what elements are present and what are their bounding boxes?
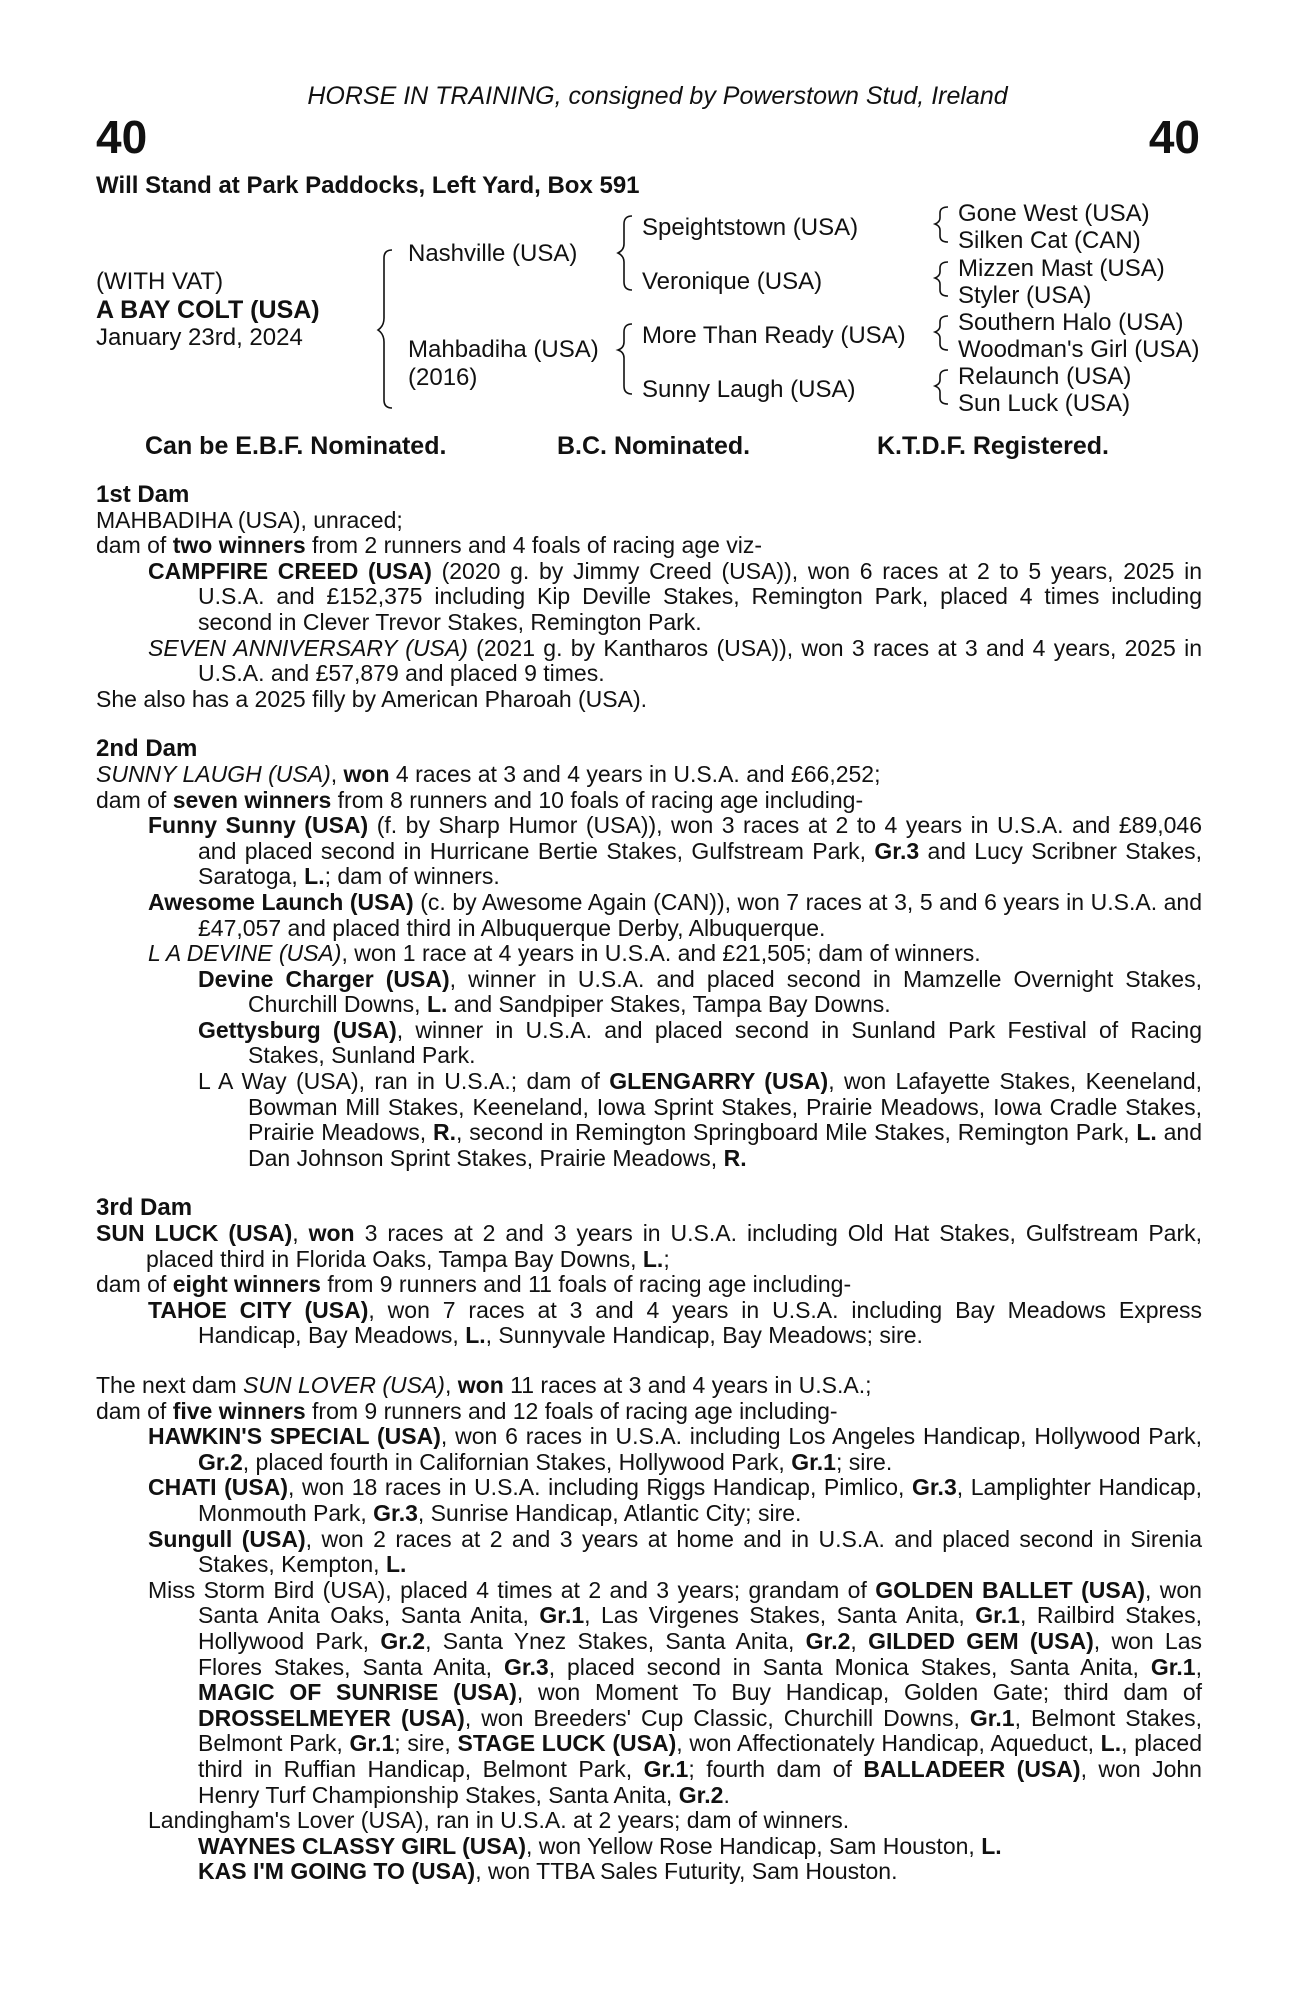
box-location: Will Stand at Park Paddocks, Left Yard, Box 591 bbox=[96, 172, 640, 199]
horse-name: SUNNY LAUGH (USA) bbox=[96, 760, 331, 787]
winners-count: two winners bbox=[172, 532, 306, 559]
text: , won 1 race at 4 years in U.S.A. and £21,505; dam of winners. bbox=[341, 940, 981, 967]
text: ; sire, bbox=[394, 1730, 458, 1757]
grade: Gr.2 bbox=[380, 1627, 426, 1654]
text: , won Affectionately Handicap, Aqueduct, bbox=[676, 1730, 1101, 1757]
won: won bbox=[457, 1372, 504, 1398]
text: , winner in U.S.A. and placed second in Sunland Park Festival of Racing Stakes, Sunland Park. bbox=[248, 1016, 1203, 1069]
horse-name: STAGE LUCK (USA) bbox=[457, 1730, 677, 1757]
pedigree-gen3-0: Speightstown (USA) bbox=[642, 214, 859, 241]
horse-name: MAGIC OF SUNRISE (USA) bbox=[198, 1679, 517, 1706]
text: , Las Virgenes Stakes, Santa Anita, bbox=[584, 1602, 976, 1629]
horse-name: WAYNES CLASSY GIRL (USA) bbox=[198, 1832, 527, 1859]
grade: Gr.3 bbox=[874, 837, 920, 864]
pedigree-gen4-4: Southern Halo (USA) bbox=[958, 309, 1184, 336]
next-entry-miss-storm-bird bbox=[96, 1578, 1202, 1808]
listed: L. bbox=[304, 863, 325, 890]
text: , won 7 races at 3 and 4 years in U.S.A. including Bay Meadows Express Handicap, Bay Meadows, bbox=[198, 1296, 1202, 1349]
grade: Gr.1 bbox=[349, 1730, 395, 1757]
listed: L. bbox=[981, 1832, 1002, 1859]
nomination-ebf: Can be E.B.F. Nominated. bbox=[145, 432, 447, 460]
text: , bbox=[330, 760, 344, 787]
grade: Gr.3 bbox=[373, 1499, 418, 1526]
text: from 8 runners and 10 foals of racing age including- bbox=[331, 786, 864, 813]
dam1-last: She also has a 2025 filly by American Pharoah (USA). bbox=[96, 685, 648, 712]
horse-name: GOLDEN BALLET (USA) bbox=[875, 1576, 1145, 1603]
horse-name: SUN LOVER (USA) bbox=[243, 1372, 445, 1398]
lot-number-left: 40 bbox=[96, 111, 148, 163]
text: ; fourth dam of bbox=[688, 1755, 864, 1782]
grade: Gr.2 bbox=[198, 1448, 243, 1475]
catalogue-body bbox=[96, 482, 1202, 1885]
text: , Belmont Stakes, Belmont Park, bbox=[198, 1704, 1202, 1757]
text: dam of bbox=[96, 786, 173, 813]
pedigree-sire: Nashville (USA) bbox=[408, 240, 578, 267]
horse-name: L A DEVINE (USA) bbox=[148, 940, 342, 967]
horse-name: TAHOE CITY (USA) bbox=[148, 1296, 369, 1323]
restricted: R. bbox=[723, 1144, 747, 1171]
horse-name: HAWKIN'S SPECIAL (USA) bbox=[148, 1423, 441, 1450]
dam1-entry-seven bbox=[96, 636, 1202, 687]
won: won bbox=[343, 760, 390, 787]
text: and Dan Johnson Sprint Stakes, Prairie Meadows, bbox=[248, 1119, 1202, 1171]
dam3-line1 bbox=[96, 1221, 1202, 1272]
pedigree-dam-year: (2016) bbox=[408, 364, 478, 391]
text: (2020 g. by Jimmy Creed (USA)), won 6 races at 2 to 5 years, 2025 in U.S.A. and £152,375 including Kip Deville Stakes, Remington Park, placed 4 times including second in Clever Trevor Stakes, Remington Park. bbox=[198, 557, 1202, 635]
text: , won Santa Anita Oaks, Santa Anita, bbox=[198, 1576, 1202, 1629]
text: (c. by Awesome Again (CAN)), won 7 races at 3, 5 and 6 years in U.S.A. and £47,057 and placed third in Albuquerque Derby, Albuquerque. bbox=[198, 888, 1202, 941]
text: , Santa Ynez Stakes, Santa Anita, bbox=[425, 1627, 806, 1654]
text: , bbox=[292, 1220, 309, 1247]
text: , Lamplighter Handicap, Monmouth Park, bbox=[198, 1474, 1202, 1526]
grade: Gr.3 bbox=[503, 1653, 549, 1680]
pedigree-vat: (WITH VAT) bbox=[96, 268, 224, 295]
dam2-heading: 2nd Dam bbox=[96, 735, 198, 763]
text: , bbox=[1195, 1653, 1202, 1680]
grade: Gr.1 bbox=[1150, 1653, 1196, 1680]
pedigree-gen4-2: Mizzen Mast (USA) bbox=[958, 255, 1165, 282]
horse-name: BALLADEER (USA) bbox=[863, 1755, 1081, 1782]
text: , Railbird Stakes, Hollywood Park, bbox=[198, 1602, 1202, 1654]
horse-name: Devine Charger (USA) bbox=[198, 965, 450, 992]
pedigree-gen3-1: Veronique (USA) bbox=[642, 268, 823, 295]
text: , placed second in Santa Monica Stakes, Santa Anita, bbox=[548, 1653, 1151, 1680]
text: (f. by Sharp Humor (USA)), won 3 races at 2 to 4 years in U.S.A. and £89,046 and placed second in Hurricane Bertie Stakes, Gulfstream Park, bbox=[198, 812, 1202, 864]
pedigree-gen4-3: Styler (USA) bbox=[958, 282, 1092, 309]
listed: L. bbox=[385, 1551, 407, 1578]
text: dam of bbox=[96, 1397, 173, 1424]
pedigree-gen4-0: Gone West (USA) bbox=[958, 200, 1150, 227]
text: from 9 runners and 11 foals of racing age including- bbox=[320, 1271, 852, 1298]
listed: L. bbox=[1136, 1119, 1157, 1146]
dam2-entry-la-devine bbox=[96, 941, 1202, 967]
pedigree-gen4-7: Sun Luck (USA) bbox=[958, 390, 1131, 417]
text: The next dam bbox=[96, 1372, 244, 1398]
horse-name: SUN LUCK (USA) bbox=[96, 1220, 293, 1247]
text: , bbox=[850, 1627, 869, 1654]
horse-name: Gettysburg (USA) bbox=[198, 1016, 397, 1043]
text: , placed fourth in Californian Stakes, Hollywood Park, bbox=[242, 1448, 792, 1475]
text: dam of bbox=[96, 532, 173, 559]
listed: L. bbox=[465, 1322, 486, 1349]
horse-name: GLENGARRY (USA) bbox=[609, 1068, 829, 1095]
horse-name: SEVEN ANNIVERSARY (USA) bbox=[148, 634, 468, 661]
next-entry-waynes bbox=[96, 1834, 1202, 1860]
text: Miss Storm Bird (USA), placed 4 times at 2 and 3 years; grandam of bbox=[148, 1576, 876, 1603]
text: and Sandpiper Stakes, Tampa Bay Downs. bbox=[447, 991, 891, 1018]
pedigree-gen3-2: More Than Ready (USA) bbox=[642, 322, 906, 349]
listed: L. bbox=[1100, 1730, 1122, 1757]
horse-name: KAS I'M GOING TO (USA) bbox=[198, 1858, 476, 1885]
text: from 9 runners and 12 foals of racing age including- bbox=[305, 1397, 838, 1424]
restricted: R. bbox=[432, 1119, 456, 1146]
text: , won TTBA Sales Futurity, Sam Houston. bbox=[475, 1858, 898, 1885]
winners-count: seven winners bbox=[172, 786, 332, 813]
nomination-ktdf: K.T.D.F. Registered. bbox=[877, 432, 1109, 460]
dam1-line2 bbox=[96, 533, 1202, 559]
text: , Sunrise Handicap, Atlantic City; sire. bbox=[417, 1499, 802, 1526]
text: , won Breeders' Cup Classic, Churchill Downs, bbox=[464, 1704, 970, 1731]
listed: L. bbox=[642, 1245, 664, 1272]
text: , winner in U.S.A. and placed second in Mamzelle Overnight Stakes, Churchill Downs, bbox=[248, 965, 1202, 1018]
dam1-line1: MAHBADIHA (USA), unraced; bbox=[96, 506, 403, 533]
text: , won Yellow Rose Handicap, Sam Houston, bbox=[526, 1832, 982, 1859]
next-entry-kas bbox=[96, 1859, 1202, 1885]
text: , won Las Flores Stakes, Santa Anita, bbox=[198, 1627, 1202, 1680]
dam3-entry-tahoe-city bbox=[96, 1298, 1202, 1349]
nomination-bc: B.C. Nominated. bbox=[557, 432, 751, 460]
grade: Gr.1 bbox=[539, 1602, 585, 1629]
dam3-line2 bbox=[96, 1272, 1202, 1298]
consigned-heading: HORSE IN TRAINING, consigned by Powerstown Stud, Ireland bbox=[307, 82, 1008, 110]
grade: Gr.1 bbox=[969, 1704, 1015, 1731]
horse-name: CHATI (USA) bbox=[148, 1474, 288, 1501]
text: ; dam of winners. bbox=[324, 863, 500, 890]
dam1-entry-campfire bbox=[96, 559, 1202, 636]
dam2-line1 bbox=[96, 762, 1202, 788]
text: , won Moment To Buy Handicap, Golden Gate; third dam of bbox=[516, 1679, 1203, 1706]
winners-count: five winners bbox=[172, 1397, 306, 1424]
text: , Sunnyvale Handicap, Bay Meadows; sire. bbox=[485, 1322, 923, 1349]
text: , won Lafayette Stakes, Keeneland, Bowman Mill Stakes, Keeneland, Iowa Sprint Stakes, Prairie Meadows, Iowa Cradle Stakes, Prairie Meadows, bbox=[248, 1068, 1203, 1146]
dam2-entry-la-way bbox=[96, 1069, 1202, 1171]
dam1-heading: 1st Dam bbox=[96, 481, 190, 508]
winners-count: eight winners bbox=[172, 1271, 321, 1298]
text: 4 races at 3 and 4 years in U.S.A. and £66,252; bbox=[389, 760, 881, 787]
horse-name: GILDED GEM (USA) bbox=[868, 1627, 1094, 1654]
text: ; sire. bbox=[835, 1448, 893, 1475]
next-line2 bbox=[96, 1399, 1202, 1425]
dam3-heading: 3rd Dam bbox=[96, 1194, 193, 1222]
text: , bbox=[444, 1372, 458, 1398]
horse-name: Sungull (USA) bbox=[148, 1525, 306, 1552]
pedigree-gen4-6: Relaunch (USA) bbox=[958, 363, 1132, 390]
next-line1 bbox=[96, 1373, 1202, 1399]
text: and Lucy Scribner Stakes, Saratoga, bbox=[198, 837, 1203, 890]
grade: Gr.2 bbox=[805, 1627, 851, 1654]
grade: Gr.3 bbox=[911, 1474, 957, 1501]
grade: Gr.1 bbox=[975, 1602, 1020, 1629]
next-entry-hawkins bbox=[96, 1424, 1202, 1475]
horse-name: Awesome Launch (USA) bbox=[148, 888, 414, 915]
text: L A Way (USA), ran in U.S.A.; dam of bbox=[198, 1068, 610, 1095]
won: won bbox=[308, 1220, 355, 1247]
text: 3 races at 2 and 3 years in U.S.A. including Old Hat Stakes, Gulfstream Park, placed third in Florida Oaks, Tampa Bay Downs, bbox=[146, 1220, 1203, 1272]
dam2-entry-funny-sunny bbox=[96, 813, 1202, 890]
grade: Gr.1 bbox=[643, 1755, 689, 1782]
next-entry-landingham: Landingham's Lover (USA), ran in U.S.A. at 2 years; dam of winners. bbox=[148, 1807, 850, 1834]
text: , won 6 races in U.S.A. including Los Angeles Handicap, Hollywood Park, bbox=[440, 1423, 1202, 1450]
text: , won John Henry Turf Championship Stakes, Santa Anita, bbox=[198, 1755, 1202, 1808]
horse-name: CAMPFIRE CREED (USA) bbox=[148, 557, 432, 584]
horse-name: Funny Sunny (USA) bbox=[148, 812, 369, 839]
dam2-entry-gettysburg bbox=[96, 1018, 1202, 1069]
next-entry-sungull bbox=[96, 1527, 1202, 1578]
pedigree-gen3-3: Sunny Laugh (USA) bbox=[642, 376, 856, 403]
dam2-entry-awesome-launch bbox=[96, 890, 1202, 941]
listed: L. bbox=[426, 991, 448, 1018]
text: from 2 runners and 4 foals of racing age viz- bbox=[305, 532, 763, 559]
text: , won 2 races at 2 and 3 years at home and in U.S.A. and placed second in Sirenia Stakes, Kempton, bbox=[198, 1525, 1202, 1578]
text: ; bbox=[663, 1245, 670, 1272]
text: . bbox=[723, 1781, 730, 1808]
pedigree-gen4-5: Woodman's Girl (USA) bbox=[958, 336, 1200, 363]
text: dam of bbox=[96, 1271, 173, 1298]
text: 11 races at 3 and 4 years in U.S.A.; bbox=[503, 1372, 872, 1398]
horse-name: DROSSELMEYER (USA) bbox=[198, 1704, 465, 1731]
grade: Gr.1 bbox=[791, 1448, 836, 1475]
text: , second in Remington Springboard Mile Stakes, Remington Park, bbox=[455, 1119, 1137, 1146]
grade: Gr.2 bbox=[678, 1781, 724, 1808]
pedigree-horse: A BAY COLT (USA) bbox=[96, 296, 320, 324]
text: , placed third in Ruffian Handicap, Belmont Park, bbox=[198, 1730, 1203, 1782]
pedigree-foaled: January 23rd, 2024 bbox=[96, 324, 303, 351]
pedigree-gen4-1: Silken Cat (CAN) bbox=[958, 227, 1141, 254]
lot-number-right: 40 bbox=[1148, 111, 1200, 163]
text: , won 18 races in U.S.A. including Riggs Handicap, Pimlico, bbox=[288, 1474, 912, 1501]
pedigree-dam: Mahbadiha (USA) bbox=[408, 336, 599, 363]
dam2-entry-devine-charger bbox=[96, 967, 1202, 1018]
dam2-line2 bbox=[96, 788, 1202, 814]
next-entry-chati bbox=[96, 1475, 1202, 1526]
text: (2021 g. by Kantharos (USA)), won 3 races at 3 and 4 years, 2025 in U.S.A. and £57,879 and placed 9 times. bbox=[198, 634, 1202, 687]
